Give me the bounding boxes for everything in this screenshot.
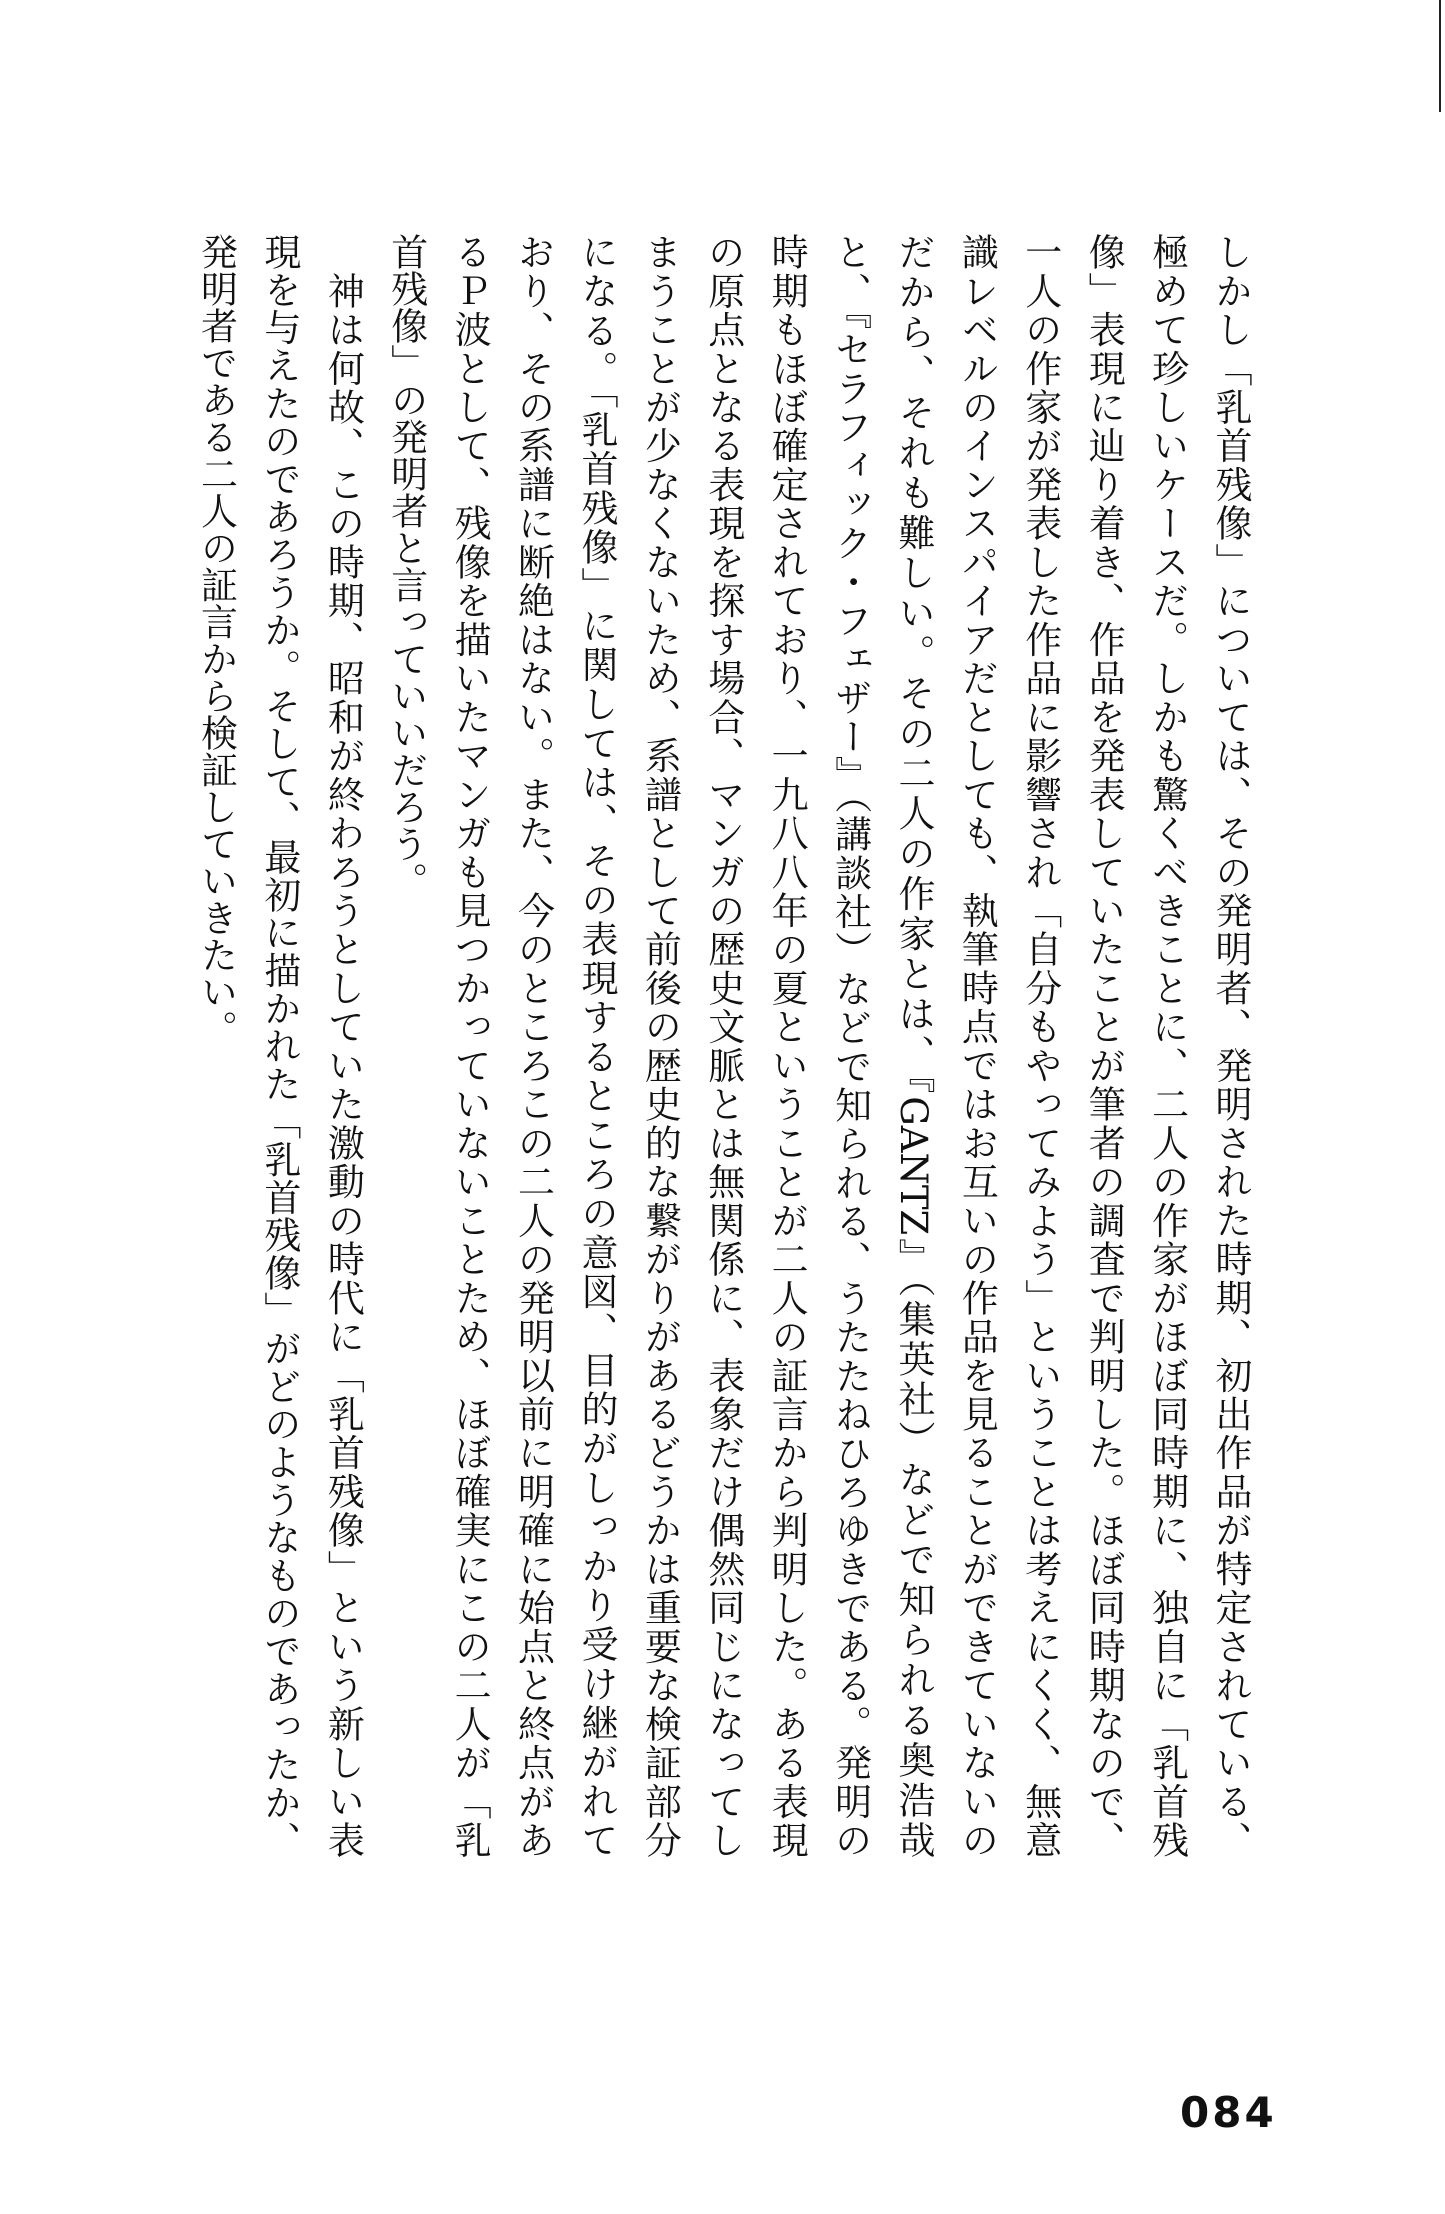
text-column: 一人の作家が発表した作品に影響され「自分もやってみよう」ということは考えにくく、無意 (1018, 233, 1062, 1859)
top-right-rule (1439, 0, 1441, 112)
body-text (184, 233, 1262, 1858)
text-column: 極めて珍しいケースだ。しかも驚くべきことに、二人の作家がほぼ同時期に、独自に「乳首残 (1145, 233, 1189, 1858)
text-column: るＰ波として、残像を描いたマンガも見つかっていないことため、ほぼ確実にこの二人が「乳 (448, 233, 492, 1858)
text-column: まうことが少なくないため、系譜として前後の歴史的な繋がりがあるどうかは重要な検証部分 (638, 233, 682, 1858)
text-column: 神は何故、この時期、昭和が終わろうとしていた激動の時代に「乳首残像」という新しい表 (321, 233, 365, 1858)
text-column: 首残像」の発明者と言っていいだろう。 (384, 233, 428, 899)
text-column: になる。「乳首残像」に関しては、その表現するところの意図、目的がしっかり受け継がれて (574, 233, 618, 1858)
page-number: 084 (1180, 2088, 1277, 2137)
text-column: 発明者である二人の証言から検証していきたい。 (194, 233, 238, 1047)
text-column: だから、それも難しい。その二人の作家とは、『GANTZ』（集英社）などで知られる奥浩哉 (891, 233, 935, 1858)
text-column: 現を与えたのであろうか。そして、最初に描かれた「乳首残像」がどのようなものであったか、 (257, 233, 301, 1858)
text-column: の原点となる表現を探す場合、マンガの歴史文脈とは無関係に、表象だけ偶然同じになってし (701, 233, 745, 1858)
text-column: しかし「乳首残像」については、その発明者、発明された時期、初出作品が特定されている、 (1209, 233, 1252, 1858)
text-column: 時期もほぼ確定されており、一九八八年の夏ということが二人の証言から判明した。ある表現 (765, 233, 809, 1858)
text-column: 識レベルのインスパイアだとしても、執筆時点ではお互いの作品を見ることができていないの (955, 233, 999, 1858)
text-column: と、『セラフィック・フェザー』（講談社）などで知られる、うたたねひろゆきである。発明の (828, 233, 872, 1858)
text-column: おり、その系譜に断絶はない。また、今のところこの二人の発明以前に明確に始点と終点があ (511, 233, 555, 1858)
text-column: 像」表現に辿り着き、作品を発表していたことが筆者の調査で判明した。ほぼ同時期なので、 (1082, 233, 1126, 1858)
